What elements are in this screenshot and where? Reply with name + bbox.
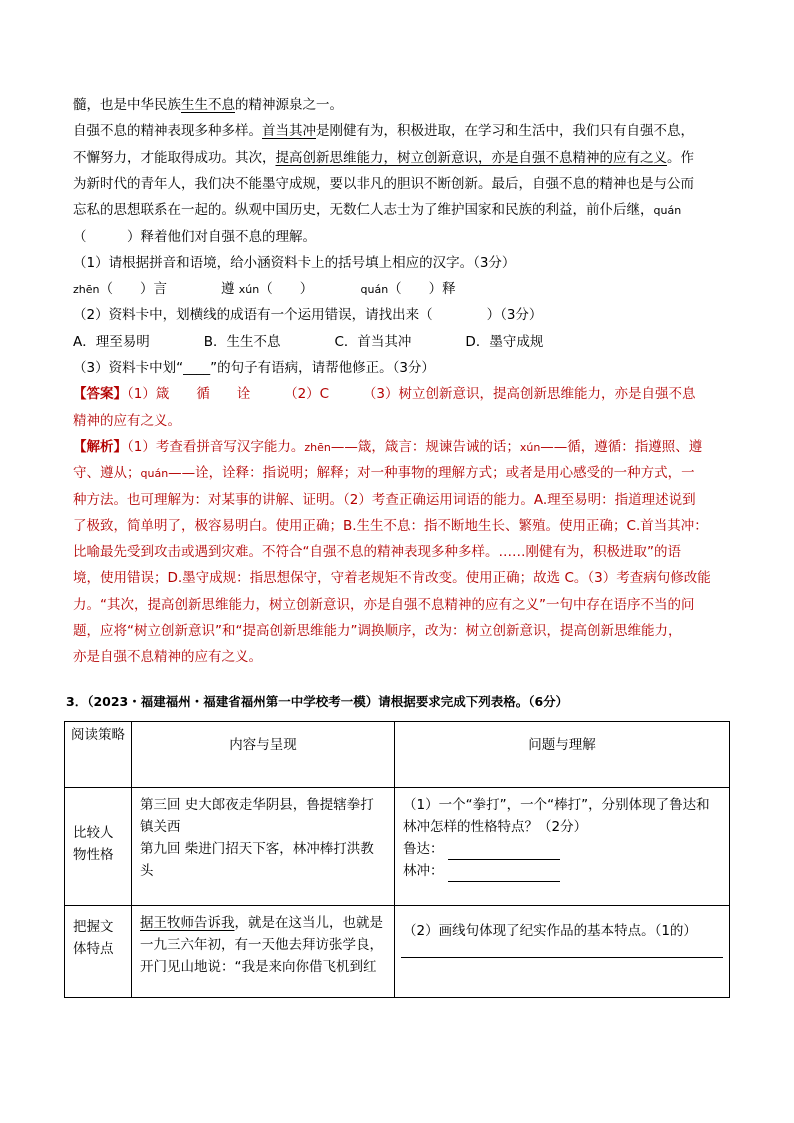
chapter-9: 第九回 柴进门招天下客，林冲棒打洪教头 <box>140 841 374 879</box>
text-segment: 是刚健有为，积极进取，在学习和生活中，我们只有自强不息， <box>316 123 694 140</box>
row1-strategy: 比较人物性格 <box>65 788 132 906</box>
text-line <box>73 621 681 641</box>
text-line <box>73 148 694 168</box>
text-line <box>73 463 695 484</box>
text-segment: 忘私的思想联系在一起的。纵观中国历史，无数仁人志士为了维护国家和民族的利益，前仆后继， <box>73 202 654 219</box>
text-line <box>73 516 708 536</box>
text-line <box>73 332 543 352</box>
luda-label: 鲁达： <box>403 841 444 857</box>
text-segment: 【答案】 <box>73 386 127 403</box>
text-segment: 【解析】 <box>73 438 127 455</box>
pinyin-text: zhēn <box>73 283 100 297</box>
text-line <box>73 227 316 247</box>
pinyin-text: xún <box>238 283 260 297</box>
text-segment: A．理至易明 B．生生不息 C．首当其冲 D．墨守成规 <box>73 333 544 350</box>
row2-strategy: 把握文体特点 <box>65 906 132 998</box>
text-segment: ——循，遵循：指遵照、遵 <box>540 438 703 455</box>
text-line <box>73 384 695 404</box>
question-3-heading: 3．（2023・福建福州・福建省福州第一中学校考一模）请根据要求完成下列表格。（6分） <box>66 694 569 709</box>
text-segment: 不懈努力，才能取得成功。其次， <box>73 149 276 166</box>
text-segment: 亦是自强不息精神的应有之义。 <box>73 649 262 666</box>
row1-content <box>132 788 395 906</box>
text-line <box>73 121 694 141</box>
chapter-3: 第三回 史大郎夜走华阴县，鲁提辖拳打镇关西 <box>140 797 374 835</box>
text-line <box>73 253 515 273</box>
pinyin-text: quán <box>140 467 169 481</box>
text-segment: （2）资料卡中，划横线的成语有一个运用错误，请找出来（ ）（3分） <box>73 307 543 324</box>
row1-question <box>395 788 730 906</box>
text-line <box>73 174 694 194</box>
question-2-answer-line[interactable] <box>401 956 723 958</box>
text-segment: （3）资料卡中划“____”的句子有语病，请帮他修正。（3分） <box>73 360 435 376</box>
reading-strategy-table <box>64 721 730 998</box>
text-line <box>73 437 702 458</box>
row2-question <box>395 906 730 998</box>
text-segment: 精神的应有之义。 <box>73 412 181 429</box>
text-line <box>73 568 711 588</box>
text-segment: 提高创新思维能力，树立创新意识，亦是自强不息精神的应有之义 <box>275 149 667 166</box>
text-segment: 首当其冲 <box>262 123 316 140</box>
header-content: 内容与呈现 <box>132 722 395 788</box>
header-strategy: 阅读策略 <box>65 722 132 788</box>
question-2-text: （2）画线句体现了纪实作品的基本特点。（1的） <box>403 923 697 939</box>
text-line <box>73 200 681 221</box>
text-segment: 种方法。也可理解为：对某事的讲解、证明。（2）考查正确运用词语的能力。A.理至易明：指道理述说到 <box>73 491 696 508</box>
question-1-text: （1）一个“拳打”，一个“棒打”，分别体现了鲁达和林冲怎样的性格特点？（2分） <box>403 797 710 835</box>
text-segment: 。作 <box>667 149 694 166</box>
text-line <box>73 595 695 615</box>
text-segment: ——诠，诠释：指说明；解释；对一种事物的理解方式；或者是用心感受的一种方式，一 <box>168 465 695 482</box>
header-question: 问题与理解 <box>395 722 730 788</box>
linchong-label: 林冲： <box>403 863 444 879</box>
text-segment: （ ）言 遵 <box>99 281 239 298</box>
text-segment: 为新时代的青年人，我们决不能墨守成规，要以非凡的胆识不断创新。最后，自强不息的精神也是与公而 <box>73 175 694 192</box>
text-segment: 生生不息 <box>181 97 235 113</box>
text-line <box>73 95 343 115</box>
pinyin-text: xún <box>519 440 541 454</box>
text-segment: ——箴，箴言：规谏告诫的话； <box>330 438 520 455</box>
text-segment: 境，使用错误；D.墨守成规：指思想保守，守着老规矩不肯改变。使用正确；故选 C。（3）考查病句修改能 <box>73 570 711 587</box>
row2-content <box>132 906 395 998</box>
pinyin-text: quán <box>653 204 682 218</box>
text-segment: （ ）释着他们对自强不息的理解。 <box>73 228 316 245</box>
linchong-answer-line[interactable] <box>448 867 560 882</box>
pinyin-text: quán <box>360 283 389 297</box>
text-line <box>73 411 181 431</box>
text-segment: 比喻最先受到攻击或遇到灾难。不符合“自强不息的精神表现多种多样。……刚健有为，积极进取”的语 <box>73 544 681 561</box>
text-segment: 的精神源泉之一。 <box>235 97 343 113</box>
text-line <box>73 490 696 510</box>
underlined-sentence: 据王牧师告诉我 <box>140 915 235 931</box>
text-segment: 力。“其次，提高创新思维能力，树立创新意识，亦是自强不息精神的应有之义”一句中存在语序不当的问 <box>73 596 695 613</box>
text-segment: （1）箴 循 诠 （2）C （3）树立创新意识，提高创新思维能力，亦是自强不息 <box>127 386 696 403</box>
text-segment: 了极致，简单明了，极容易明白。使用正确；B.生生不息：指不断地生长、繁殖。使用正确；C.首当其冲： <box>73 517 708 534</box>
text-segment: 守、遵从； <box>73 465 141 482</box>
text-segment: （1）请根据拼音和语境，给小涵资料卡上的括号填上相应的汉字。（3分） <box>73 254 516 271</box>
luda-answer-line[interactable] <box>448 845 560 860</box>
text-line <box>73 305 542 325</box>
text-line <box>73 279 456 300</box>
text-segment: （ ）释 <box>388 281 456 298</box>
text-line <box>73 358 435 378</box>
text-segment: （1）考查看拼音写汉字能力。 <box>127 438 305 455</box>
text-segment: （ ） <box>259 281 361 298</box>
text-segment: 题，应将“树立创新意识”和“提高创新思维能力”调换顺序，改为：树立创新意识，提高创新思维能力， <box>73 623 682 639</box>
text-segment: 髓，也是中华民族 <box>73 97 181 113</box>
text-line <box>73 647 262 667</box>
row2-content-text: ，就是在这当儿，也就是一九三六年初，有一天他去拜访张学良，开门见山地说：“我是来向你借飞机到红 <box>140 915 383 975</box>
text-segment: 自强不息的精神表现多种多样。 <box>73 123 262 140</box>
pinyin-text: zhēn <box>304 440 331 454</box>
text-line <box>73 542 681 562</box>
